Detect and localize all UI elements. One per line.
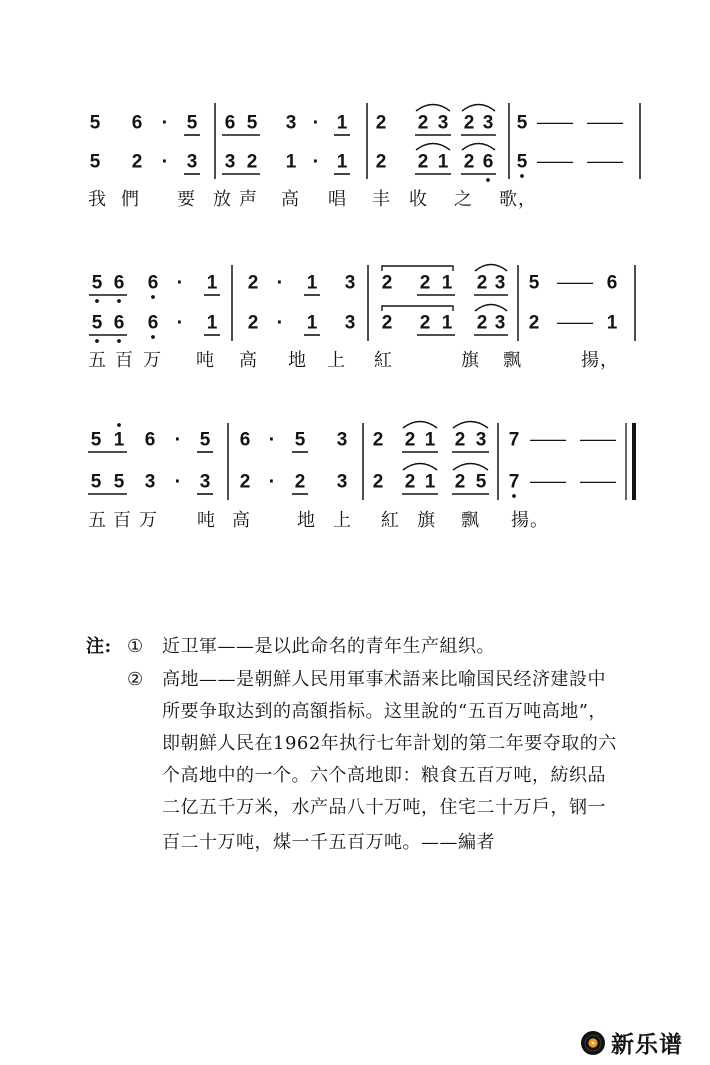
- jianpu-note: 6: [606, 272, 618, 294]
- jianpu-note: 3: [285, 112, 297, 134]
- extension-dash: —: [556, 272, 594, 294]
- slur: [462, 105, 495, 112]
- jianpu-note: 2: [381, 272, 393, 294]
- jianpu-note: 3: [494, 312, 506, 334]
- jianpu-note: 2: [381, 312, 393, 334]
- lyric-char: 高: [239, 350, 257, 371]
- jianpu-note: 2: [247, 272, 259, 294]
- footnote-2-line-2: 所要争取达到的高額指标。这里說的“五百万吨高地”，: [162, 701, 607, 722]
- jianpu-note: 7: [508, 471, 520, 493]
- jianpu-note: 5: [90, 471, 102, 493]
- jianpu-note: 5: [89, 151, 101, 173]
- lyric-char: 紅: [381, 510, 399, 531]
- lyric-char: 五: [88, 350, 106, 371]
- jianpu-note: 5: [516, 151, 528, 173]
- jianpu-note: 1: [285, 151, 297, 173]
- jianpu-note: 2: [239, 471, 251, 493]
- lyric-char: 揚: [581, 350, 599, 371]
- jianpu-note: 6: [131, 112, 143, 134]
- lyric-char: 高: [281, 189, 299, 210]
- extension-dash: —: [579, 471, 617, 493]
- rhythm-dot: ·: [312, 112, 320, 134]
- extension-dash: —: [529, 471, 567, 493]
- jianpu-note: 2: [463, 112, 475, 134]
- lyric-char: 声: [239, 189, 257, 210]
- lyric-char: 揚: [511, 510, 529, 531]
- octave-dot-below: [151, 295, 155, 299]
- lyric-char: 丰: [372, 189, 390, 210]
- jianpu-note: 2: [375, 112, 387, 134]
- lyric-char: 吨: [197, 510, 215, 531]
- lyric-char: 百: [113, 510, 131, 531]
- lyric-char: 飘: [503, 350, 521, 371]
- octave-dot-below: [117, 299, 121, 303]
- jianpu-note: 2: [419, 272, 431, 294]
- lyric-char: 。: [530, 510, 548, 531]
- jianpu-note: 5: [91, 272, 103, 294]
- jianpu-note: 1: [424, 471, 436, 493]
- jianpu-note: 6: [147, 312, 159, 334]
- jianpu-note: 3: [494, 272, 506, 294]
- rhythm-dot: ·: [176, 272, 184, 294]
- brand-logo-text: 新乐谱: [611, 1032, 683, 1058]
- lyric-char: 万: [143, 350, 161, 371]
- lyric-char: 飘: [461, 510, 479, 531]
- octave-dot-below: [117, 339, 121, 343]
- jianpu-note: 2: [246, 151, 258, 173]
- jianpu-note: 2: [454, 471, 466, 493]
- lyric-char: 地: [297, 510, 315, 531]
- jianpu-note: 2: [404, 429, 416, 451]
- jianpu-note: 2: [419, 312, 431, 334]
- lyric-char: 旗: [461, 350, 479, 371]
- jianpu-note: 2: [463, 151, 475, 173]
- jianpu-note: 2: [372, 471, 384, 493]
- extension-dash: —: [529, 429, 567, 451]
- jianpu-note: 3: [475, 429, 487, 451]
- jianpu-note: 1: [113, 429, 125, 451]
- slur: [475, 265, 507, 272]
- extension-dash: —: [579, 429, 617, 451]
- extension-dash: —: [536, 112, 574, 134]
- lyric-char: 上: [327, 350, 345, 371]
- footnote-1-line-1: 近卫軍——是以此命名的青年生产組织。: [162, 636, 495, 657]
- footnote-marker-1: ①: [127, 636, 144, 657]
- tie-bracket: [382, 306, 453, 311]
- footnote-2-line-4: 个高地中的一个。六个高地即：粮食五百万吨，紡织品: [162, 765, 606, 786]
- rhythm-dot: ·: [176, 312, 184, 334]
- rhythm-dot: ·: [174, 429, 182, 451]
- lyric-char: 万: [139, 510, 157, 531]
- jianpu-note: 3: [344, 312, 356, 334]
- footnote-2-line-5: 二亿五千万米，水产品八十万吨，住宅二十万戶，钢一: [162, 797, 606, 818]
- lyric-char: ，: [600, 350, 618, 371]
- jianpu-note: 6: [147, 272, 159, 294]
- rhythm-dot: ·: [161, 151, 169, 173]
- jianpu-note: 3: [482, 112, 494, 134]
- octave-dot-above: [117, 423, 121, 427]
- rhythm-dot: ·: [161, 112, 169, 134]
- lyric-char: 之: [454, 189, 472, 210]
- lyric-char: 收: [409, 189, 427, 210]
- slur: [416, 144, 450, 151]
- footnote-2-line-3: 即朝鮮人民在1962年执行七年計划的第二年要夺取的六: [162, 733, 617, 754]
- jianpu-note: 5: [89, 112, 101, 134]
- slur: [453, 422, 488, 429]
- jianpu-note: 6: [239, 429, 251, 451]
- rhythm-dot: ·: [312, 151, 320, 173]
- octave-dot-below: [95, 339, 99, 343]
- footnote-label: 注:: [86, 636, 112, 657]
- jianpu-note: 2: [294, 471, 306, 493]
- jianpu-note: 3: [437, 112, 449, 134]
- lyric-char: 唱: [328, 189, 346, 210]
- jianpu-note: 6: [113, 312, 125, 334]
- extension-dash: —: [586, 112, 624, 134]
- tie-bracket: [382, 266, 453, 271]
- jianpu-note: 3: [224, 151, 236, 173]
- jianpu-note: 1: [606, 312, 618, 334]
- jianpu-note: 1: [437, 151, 449, 173]
- jianpu-note: 1: [306, 312, 318, 334]
- octave-dot-below: [512, 494, 516, 498]
- jianpu-note: 2: [372, 429, 384, 451]
- jianpu-note: 6: [113, 272, 125, 294]
- jianpu-note: 5: [246, 112, 258, 134]
- jianpu-note: 2: [417, 151, 429, 173]
- rhythm-dot: ·: [268, 471, 276, 493]
- footnote-2-line-6: 百二十万吨，煤一千五百万吨。——編者: [162, 832, 495, 853]
- jianpu-note: 2: [247, 312, 259, 334]
- rhythm-dot: ·: [268, 429, 276, 451]
- octave-dot-below: [95, 299, 99, 303]
- brand-logo: [580, 1026, 683, 1059]
- jianpu-note: 2: [417, 112, 429, 134]
- lyric-char: 我: [88, 189, 106, 210]
- slur: [462, 144, 495, 151]
- jianpu-note: 6: [482, 151, 494, 173]
- jianpu-note: 5: [528, 272, 540, 294]
- jianpu-note: 2: [404, 471, 416, 493]
- jianpu-note: 7: [508, 429, 520, 451]
- octave-dot-below: [486, 178, 490, 182]
- jianpu-note: 1: [206, 272, 218, 294]
- jianpu-note: 3: [344, 272, 356, 294]
- jianpu-note: 3: [144, 471, 156, 493]
- lyric-char: 五: [88, 510, 106, 531]
- jianpu-note: 5: [516, 112, 528, 134]
- lyric-char: 地: [288, 350, 306, 371]
- jianpu-note: 6: [144, 429, 156, 451]
- jianpu-note: 1: [441, 312, 453, 334]
- jianpu-note: 5: [91, 312, 103, 334]
- jianpu-note: 1: [336, 151, 348, 173]
- lyric-char: ，: [518, 189, 536, 210]
- rhythm-dot: ·: [174, 471, 182, 493]
- extension-dash: —: [556, 312, 594, 334]
- jianpu-note: 1: [424, 429, 436, 451]
- slur: [475, 305, 507, 312]
- jianpu-note: 1: [206, 312, 218, 334]
- slur: [453, 464, 488, 471]
- jianpu-note: 5: [186, 112, 198, 134]
- extension-dash: —: [536, 151, 574, 173]
- slur: [403, 422, 437, 429]
- jianpu-note: 6: [224, 112, 236, 134]
- jianpu-note: 3: [186, 151, 198, 173]
- jianpu-note: 1: [441, 272, 453, 294]
- jianpu-note: 5: [199, 429, 211, 451]
- lyric-char: 吨: [196, 350, 214, 371]
- lyric-char: 上: [333, 510, 351, 531]
- jianpu-note: 2: [375, 151, 387, 173]
- lyric-char: 旗: [417, 510, 435, 531]
- rhythm-dot: ·: [276, 272, 284, 294]
- jianpu-note: 1: [306, 272, 318, 294]
- octave-dot-below: [520, 174, 524, 178]
- jianpu-note: 5: [113, 471, 125, 493]
- lyric-char: 歌: [499, 189, 517, 210]
- lyric-char: 高: [232, 510, 250, 531]
- lyric-char: 們: [121, 189, 139, 210]
- jianpu-note: 2: [454, 429, 466, 451]
- lyric-char: 要: [177, 189, 195, 210]
- jianpu-note: 2: [476, 312, 488, 334]
- jianpu-note: 2: [476, 272, 488, 294]
- jianpu-note: 5: [90, 429, 102, 451]
- lyric-char: 放: [213, 189, 231, 210]
- jianpu-note: 2: [528, 312, 540, 334]
- vinyl-record-icon: [580, 1030, 606, 1056]
- jianpu-note: 3: [336, 471, 348, 493]
- lyric-char: 紅: [374, 350, 392, 371]
- rhythm-dot: ·: [276, 312, 284, 334]
- footnote-2-line-1: 高地——是朝鮮人民用軍事术語来比喻国民经济建設中: [162, 669, 606, 690]
- lyric-char: 百: [115, 350, 133, 371]
- slur: [416, 105, 450, 112]
- octave-dot-below: [151, 335, 155, 339]
- jianpu-note: 3: [336, 429, 348, 451]
- jianpu-note: 5: [475, 471, 487, 493]
- jianpu-note: 2: [131, 151, 143, 173]
- jianpu-note: 3: [199, 471, 211, 493]
- jianpu-note: 1: [336, 112, 348, 134]
- extension-dash: —: [586, 151, 624, 173]
- footnote-marker-2: ②: [127, 669, 144, 690]
- slur: [403, 464, 437, 471]
- jianpu-note: 5: [294, 429, 306, 451]
